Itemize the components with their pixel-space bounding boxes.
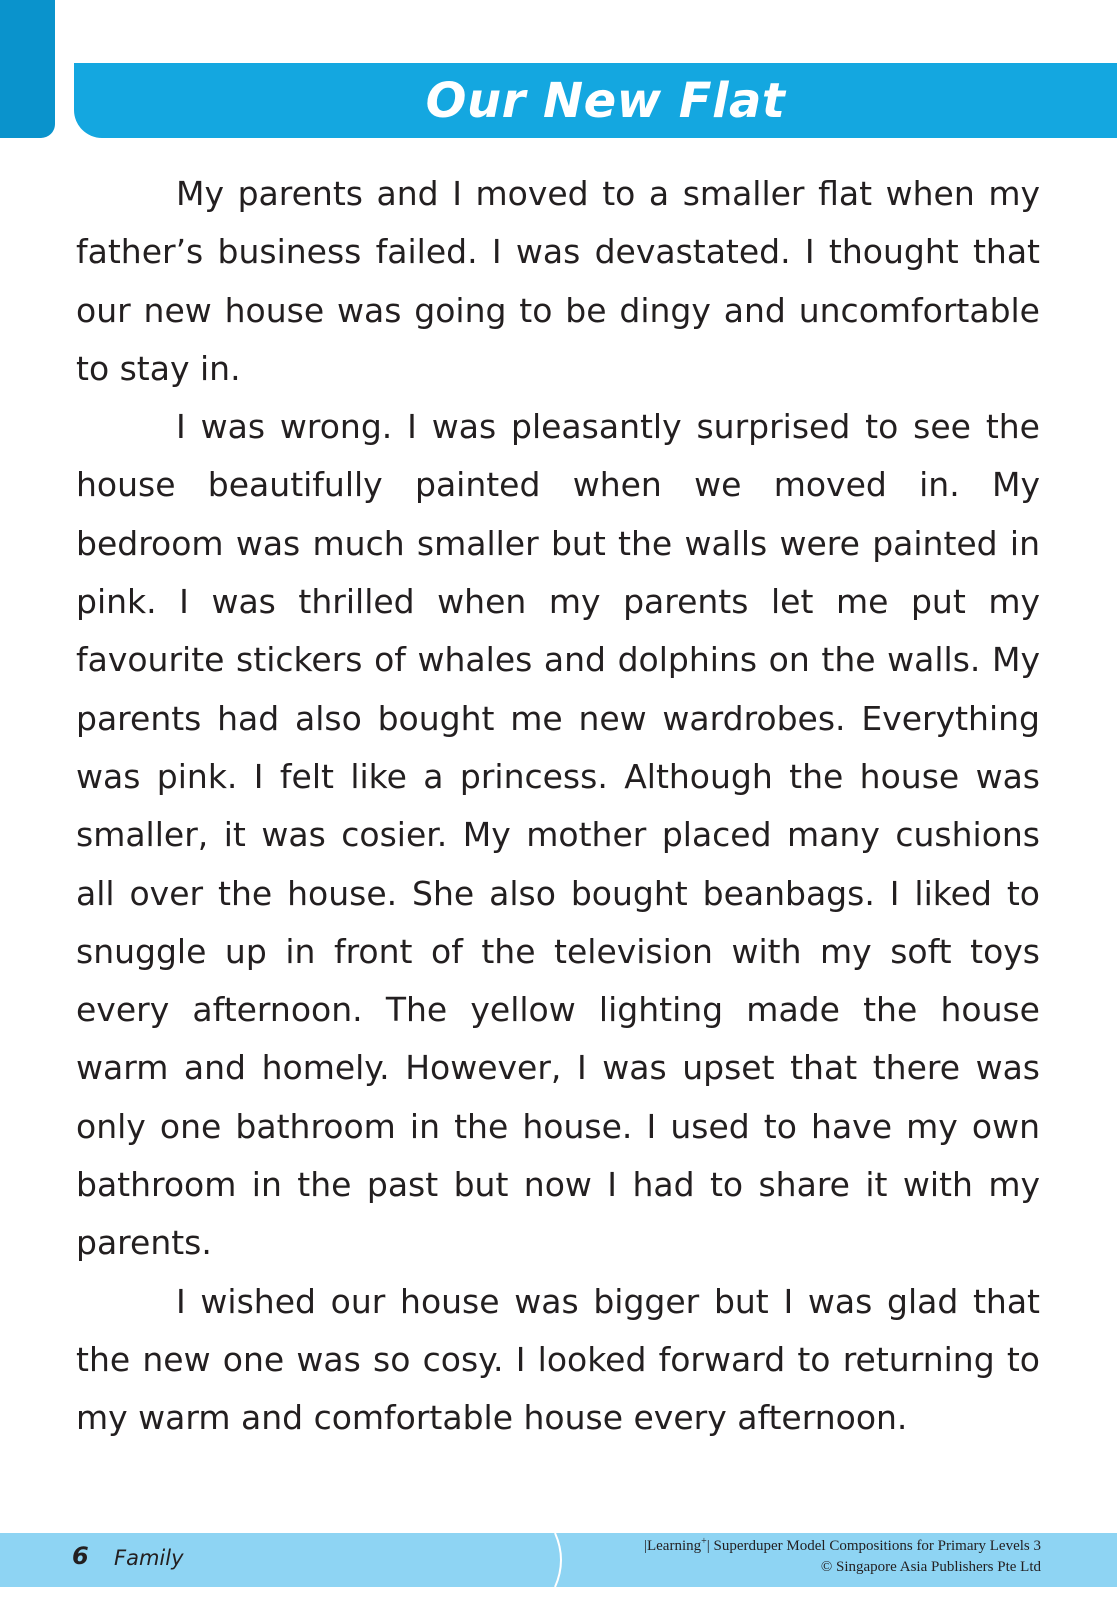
paragraph-2: I was wrong. I was pleasantly surprised to see the house beautifully painted when we moved in. My bedroom was much smaller but the walls were painted in pink. I was thrilled when my parents let me put my favourite stickers of whales and dolphins on the walls. My parents had also bought me new wardrobes. Everything was pink. I felt like a princess. Although the house was smaller, it was cosier. My mother placed many cushions all over the house. She also bought beanbags. I liked to snuggle up in front of the television with my soft toys every afternoon. The yellow lighting made the house warm and homely. However, I was upset that there was only one bathroom in the house. I used to have my own bathroom in the past but now I had to share it with my parents. <box>76 407 1040 1263</box>
side-tab-decoration <box>0 0 55 138</box>
composition-body <box>76 165 1040 1448</box>
copyright-notice: © Singapore Asia Publishers Pte Ltd <box>820 1559 1041 1575</box>
footer-curve-divider <box>553 1533 575 1587</box>
brand-superscript: + <box>701 1536 707 1547</box>
title-banner <box>74 63 1117 138</box>
section-name: Family <box>114 1546 184 1570</box>
page-title: Our New Flat <box>425 72 786 129</box>
book-title-line: |Learning+| Superduper Model Compositions for Primary Levels 3 <box>643 1536 1041 1554</box>
paragraph-3: I wished our house was bigger but I was glad that the new one was so cosy. I looked forward to returning to my warm and comfortable house every afternoon. <box>76 1281 1040 1438</box>
publisher-credit <box>644 1536 1041 1578</box>
brand-name: Learning <box>646 1538 702 1554</box>
page-number: 6 <box>72 1542 89 1570</box>
book-title: Superduper Model Compositions for Primary Levels 3 <box>713 1538 1041 1554</box>
paragraph-1: My parents and I moved to a smaller flat when my father’s business failed. I was devastated. I thought that our new house was going to be dingy and uncomfortable to stay in. <box>76 174 1040 388</box>
